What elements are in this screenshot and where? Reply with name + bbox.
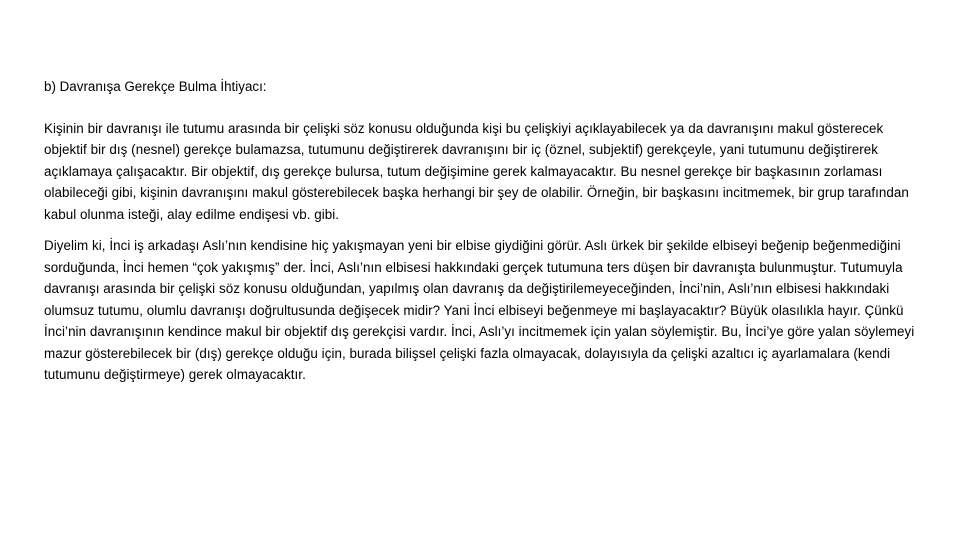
paragraph-example: Diyelim ki, İnci iş arkadaşı Aslı’nın kendisine hiç yakışmayan yeni bir elbise giydiğini görür. Aslı ürkek bir şekilde elbiseyi beğenip beğenmediğini sorduğunda, İnci hemen “çok yakışmış” der. İnci, Aslı’nın elbisesi hakkındaki gerçek tutumuna ters düşen bir davranışta bulunmuştur. Tutumuyla davranışı arasında bir çelişki söz konusu olduğundan, yapılmış olan davranış da değiştirilemeyeceğinden, İnci’nin, Aslı’nın elbisesi hakkındaki olumsuz tutumu, olumlu davranışı doğrultusunda değişecek midir? Yani İnci elbiseyi beğenmeye mi başlayacaktır? Büyük olasılıkla hayır. Çünkü İnci’nin davranışının kendince makul bir objektif dış gerekçisi vardır. İnci, Aslı’yı incitmemek için yalan söylemiştir. Bu, İnci’ye göre yalan söylemeyi mazur gösterebilecek bir (dış) gerekçe olduğu için, burada bilişsel çelişki fazla olmayacak, dolayısıyla da çelişki azaltıcı iç ayarlamalara (kendi tutumunu değiştirmeye) gerek olmayacaktır. (44, 238, 915, 382)
section-heading: b) Davranışa Gerekçe Bulma İhtiyacı: (44, 79, 267, 94)
text-content (44, 76, 928, 386)
paragraph-definition: Kişinin bir davranışı ile tutumu arasında bir çelişki söz konusu olduğunda kişi bu çelişkiyi açıklayabilecek ya da davranışını makul gösterecek objektif bir dış (nesnel) gerekçe bulamazsa, tutumunu değiştirerek davranışını bir iç (öznel, subjektif) gerekçeyle, yani tutumunu değiştirerek açıklamaya çalışacaktır. Bir objektif, dış gerekçe bulursa, tutum değişimine gerek kalmayacaktır. Bu nesnel gerekçe bir başkasının zorlaması olabileceği gibi, kişinin davranışını makul gösterebilecek başka herhangi bir şey de olabilir. Örneğin, bir başkasını incitmemek, bir grup tarafından kabul olunma isteği, alay edilme endişesi vb. gibi. (44, 120, 909, 222)
